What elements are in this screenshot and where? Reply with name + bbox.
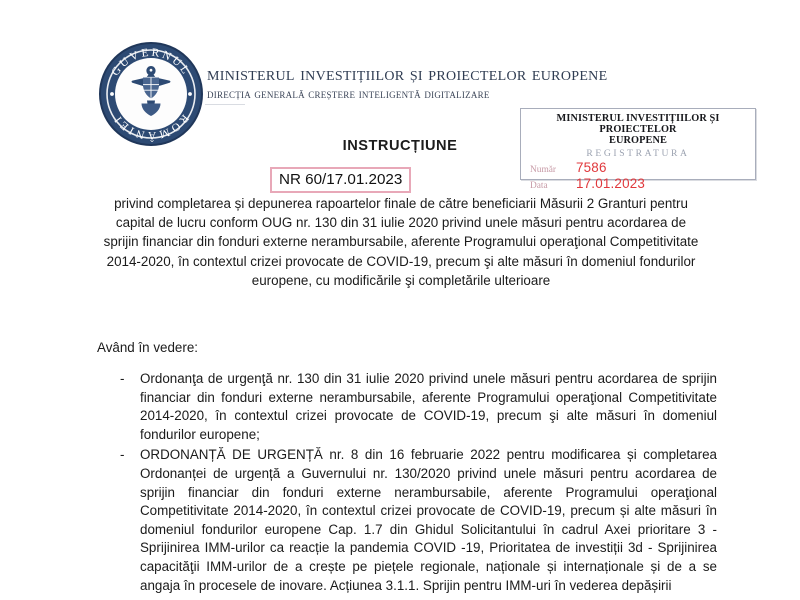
document-header [0,38,800,142]
stamp-registry-label: REGISTRATURA [586,148,690,160]
stamp-ministry-line1: MINISTERUL INVESTIȚIILOR ȘI PROIECTELOR [556,113,720,136]
preamble-text: Având în vedere: [97,340,198,355]
stamp-number-row [528,160,748,175]
document-subtitle: privind completarea și depunerea rapoartelor finale de către beneficiarii Măsurii 2 Granturi pentru capital de lucru conform OUG nr. 130 din 31 iulie 2020 privind unele măsuri pentru acordarea de sprijin financiar din fonduri externe nerambursabile, aferente Programului operaţional Competitivitate 2014-2020, în contextul crizei provocate de COVID-19, precum şi alte măsuri în domeniul fondurilor europene, cu modificările şi completările ulterioare [103,196,699,288]
stamp-number-value: 7586 [576,160,607,176]
instruction-number-badge: NR 60/17.01.2023 [270,167,411,193]
stamp-date-row [528,176,748,191]
bullet-marker: - [120,447,125,463]
header-divider [205,104,245,105]
ministry-name: ministerul investițiilor și proiectelor europene [207,63,608,85]
list-item-text: ORDONANȚĂ DE URGENȚĂ nr. 8 din 16 februarie 2022 pentru modificarea și completarea Ordonanței de urgență a Guvernului nr. 130/2020 privind unele măsuri pentru acordarea de sprijin financiar din fonduri externe nerambursabile, aferente Programului operaţional Competitivitate 2014-2020, în contextul crizei provocate de COVID-19, precum și alte măsuri în domeniul fondurilor europene Cap. 1.7 din Ghidul Solicitantului în cadrul Axei prioritare 3 - Sprijinirea IMM-urilor ca reacție la pandemia COVID -19, Prioritatea de investiții 3d - Sprijinirea capacităţii IMM-urilor de a crește pe piețele regionale, naționale și internaționale și de a se angaja în procesele de inovare. Acțiunea 3.1.1. Sprijin pentru IMM-uri în vederea depășirii [140,447,717,593]
stamp-date-value: 17.01.2023 [576,176,646,192]
svg-text:ROMÂNIEI: ROMÂNIEI [111,112,191,142]
legal-basis-list [97,370,717,597]
stamp-date-label: Data [530,181,548,192]
ministry-name-block [207,64,727,102]
svg-text:GUVERNUL: GUVERNUL [109,46,193,79]
list-item-text: Ordonanţa de urgenţă nr. 130 din 31 iulie 2020 privind unele măsuri pentru acordarea de sprijin financiar din fonduri externe nerambursabile, aferente Programului operaţional Competitivitate 2014-2020, în contextul crizei provocate de COVID-19, precum şi alte măsuri în domeniul fondurilor europene; [140,371,717,442]
romanian-government-seal-icon [97,40,205,148]
stamp-ministry-line2: EUROPENE [608,135,667,147]
stamp-number-label: Număr [530,165,557,176]
department-name: direcția generală creștere inteligentă digitalizare [207,86,490,101]
list-item [97,446,717,595]
page-title: INSTRUCȚIUNE [342,138,458,154]
bullet-marker: - [120,371,125,386]
list-item [97,370,717,444]
